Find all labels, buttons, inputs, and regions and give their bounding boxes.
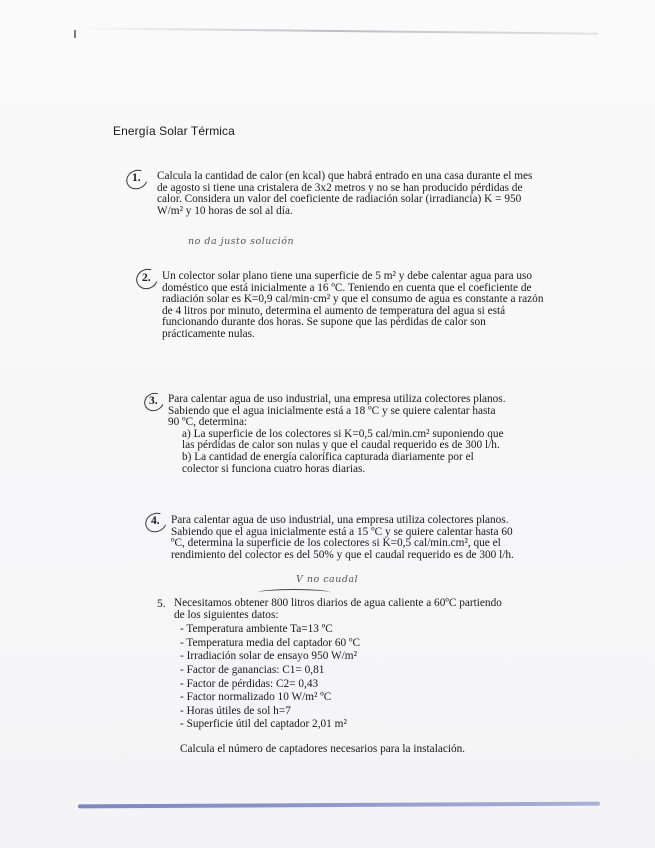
handwritten-note-4: V no caudal: [296, 574, 359, 585]
list-item: - Temperatura media del captador 60 ºC: [180, 636, 361, 649]
question-5-number: 5.: [157, 598, 166, 610]
question-1-text: Calcula la cantidad de calor (en kcal) que habrá entrado en una casa durante el mes de agosto si tiene una cristalera de 3x2 metros y no se han producido pérdidas de calor. Considera un valor del coeficiente de radiación solar (irradiancia) K = 950 W/m² y 10 horas de sol al día.: [157, 170, 533, 217]
list-item: - Temperatura ambiente Ta=13 ºC: [180, 623, 333, 636]
question-3-number: 3.: [149, 395, 158, 407]
document-title: Energía Solar Térmica: [113, 124, 235, 138]
list-item: - Irradiación solar de ensayo 950 W/m²: [180, 650, 357, 663]
question-2: [162, 271, 547, 341]
question-4-text: Para calentar agua de uso industrial, una empresa utiliza colectores planos. Sabiendo que el agua inicialmente está a 15 ºC y se quiere calentar hasta 60 ºC, determina la superficie de los colectores si K=0,5 cal/min.cm², que el rendimiento del colector es del 50% y que el caudal requerido es de 300 l/h.: [171, 514, 514, 561]
question-3-intro: Para calentar agua de uso industrial, una empresa utiliza colectores planos. Sabiendo que el agua inicialmente está a 18 ºC y se quiere calentar hasta 90 ºC, determina:: [168, 393, 506, 429]
list-item: - Horas útiles de sol h=7: [180, 704, 291, 717]
handwritten-note-1: no da justo solución: [188, 236, 295, 247]
question-2-text: Un colector solar plano tiene una superficie de 5 m² y debe calentar agua para uso doméstico que está inicialmente a 16 ºC. Teniendo en cuenta que el coeficiente de radiación solar es K=0,9 cal/min·cm² y que el consumo de agua es constante a razón de 4 litros por minuto, determina el aumento de temperatura del agua si está funcionando durante dos horas. Se supone que las pérdidas de calor son prácticamente nulas.: [162, 270, 544, 340]
question-2-number: 2.: [142, 272, 151, 284]
question-4: [171, 515, 521, 561]
question-5-data-list: [174, 623, 504, 732]
list-item: - Superficie útil del captador 2,01 m²: [180, 718, 347, 731]
question-3-part-b: b) La cantidad de energía calorífica capturada diariamente por el colector si funciona cuatro horas diarias.: [182, 450, 474, 475]
question-3-part-a: a) La superficie de los colectores si K=0,5 cal/min.cm² suponiendo que las pérdidas de calor son nulas y que el caudal requerido es de 300 l/h.: [182, 427, 504, 452]
question-4-number: 4.: [151, 515, 160, 527]
question-1-number: 1.: [132, 172, 141, 184]
question-1: [157, 171, 543, 217]
list-item: - Factor normalizado 10 W/m² ºC: [180, 691, 332, 704]
question-5-closing: Calcula el número de captadores necesarios para la instalación.: [180, 742, 466, 755]
list-item: - Factor de pérdidas: C2= 0,43: [180, 677, 319, 690]
question-5: [174, 598, 504, 756]
handwritten-brace-mark: [258, 589, 330, 596]
question-5-intro: Necesitamos obtener 800 litros diarios de agua caliente a 60ºC partiendo de los siguientes datos:: [174, 597, 502, 621]
question-3: [168, 394, 508, 475]
paper-edge-mark: [74, 30, 76, 38]
list-item: - Factor de ganancias: C1= 0,81: [180, 663, 325, 676]
